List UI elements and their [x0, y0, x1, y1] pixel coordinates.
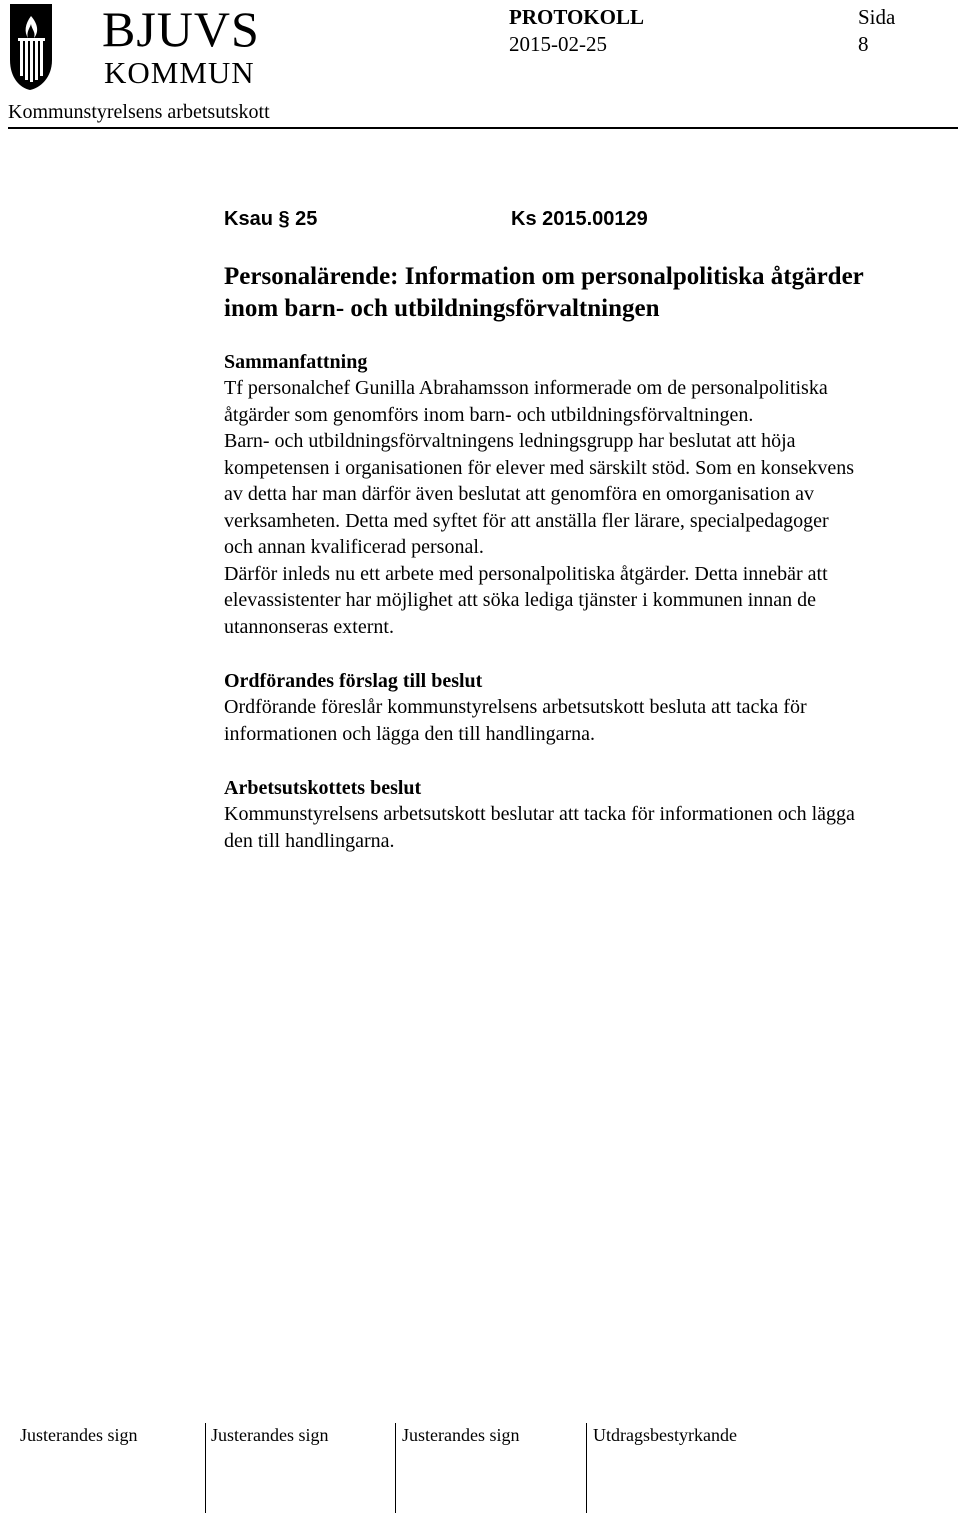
decision-line: den till handlingarna.	[224, 829, 395, 852]
signature-row	[0, 1422, 960, 1514]
page-number: 8	[858, 32, 869, 56]
summary-line: Barn- och utbildningsförvaltningens ledningsgrupp har beslutat att höja	[224, 430, 796, 452]
case-reference	[224, 205, 939, 233]
item-title	[224, 261, 939, 325]
proposal-line: informationen och lägga den till handlingarna.	[224, 722, 595, 745]
decision-section	[224, 775, 939, 854]
decision-line: Kommunstyrelsens arbetsutskott beslutar att tacka för informationen och lägga	[224, 803, 855, 825]
summary-line: verksamheten. Detta med syftet för att anställa fler lärare, specialpedagoger	[224, 509, 829, 532]
municipality-logo	[8, 1, 260, 92]
signature-cell: Justerandes sign	[211, 1425, 329, 1445]
header-divider	[8, 127, 958, 129]
logo-name: BJUVS	[102, 1, 260, 57]
summary-line: åtgärder som genomförs inom barn- och utbildningsförvaltningen.	[224, 403, 754, 426]
title-line: inom barn- och utbildningsförvaltningen	[224, 295, 660, 322]
logo-subname: KOMMUN	[104, 55, 255, 90]
summary-line: av detta har man därför även beslutat att genomföra en omorganisation av	[224, 483, 814, 505]
protocol-item	[224, 205, 939, 854]
summary-section	[224, 349, 939, 640]
signature-cell: Justerandes sign	[20, 1425, 138, 1445]
signature-divider	[205, 1423, 206, 1513]
meeting-date: 2015-02-25	[509, 32, 607, 56]
paragraph-number: Ksau § 25	[224, 208, 318, 230]
case-number: Ks 2015.00129	[511, 208, 648, 230]
summary-line: och annan kvalificerad personal.	[224, 536, 484, 558]
signature-divider	[586, 1423, 587, 1513]
proposal-section	[224, 668, 939, 747]
summary-line: Tf personalchef Gunilla Abrahamsson informerade om de personalpolitiska	[224, 377, 828, 399]
signature-cell: Justerandes sign	[402, 1425, 520, 1445]
decision-heading: Arbetsutskottets beslut	[224, 777, 422, 799]
committee-name: Kommunstyrelsens arbetsutskott	[8, 101, 270, 123]
signature-divider	[395, 1423, 396, 1513]
page-label: Sida	[858, 5, 896, 29]
summary-line: elevassistenter har möjlighet att söka lediga tjänster i kommunen innan de	[224, 589, 817, 611]
torch-emblem-icon	[8, 2, 88, 92]
proposal-heading: Ordförandes förslag till beslut	[224, 670, 483, 692]
title-line: Personalärende: Information om personalpolitiska åtgärder	[224, 263, 864, 290]
certification-cell: Utdragsbestyrkande	[593, 1425, 737, 1445]
summary-heading: Sammanfattning	[224, 351, 368, 373]
summary-line: Därför inleds nu ett arbete med personalpolitiska åtgärder. Detta innebär att	[224, 562, 828, 585]
proposal-line: Ordförande föreslår kommunstyrelsens arbetsutskott besluta att tacka för	[224, 696, 807, 718]
summary-line: utannonseras externt.	[224, 615, 394, 638]
summary-line: kompetensen i organisationen för elever med särskilt stöd. Som en konsekvens	[224, 456, 855, 479]
document-type: PROTOKOLL	[509, 5, 644, 29]
